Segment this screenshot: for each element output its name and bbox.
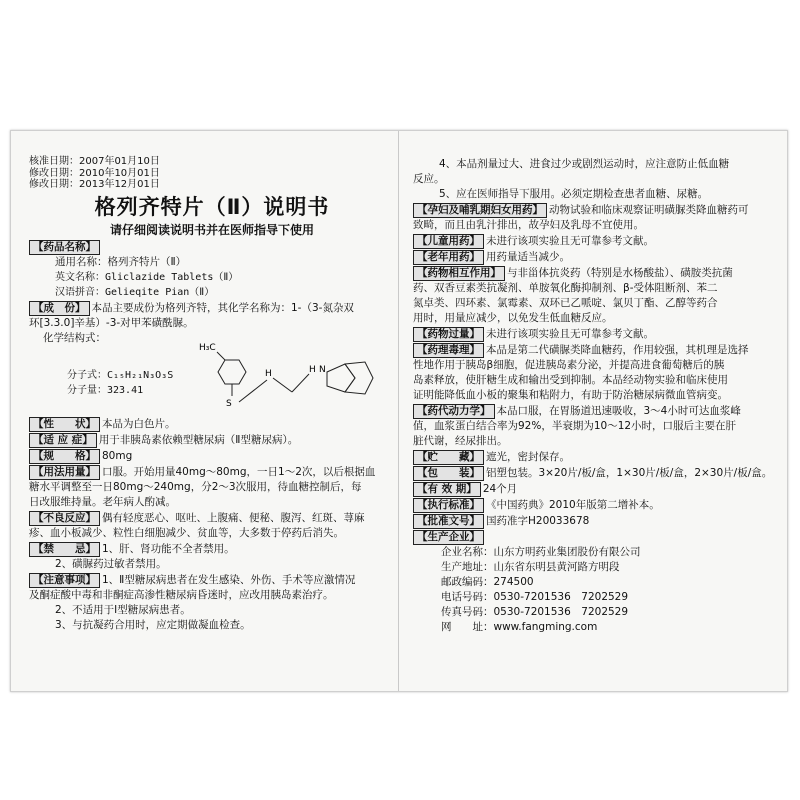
- pharmacology-line-1: 本品是第二代磺脲类降血糖药，作用较强，其机理是选择: [486, 344, 749, 356]
- section-approval: [413, 514, 773, 529]
- section-pharmacokinetics: [413, 404, 773, 449]
- bond-line: [239, 380, 267, 402]
- dosage-line-1: 口服。开始用量40mg～80mg，一日1～2次，以后根据血: [102, 465, 376, 478]
- package-text: 铝塑包装。3×20片/板/盒，1×30片/板/盒，2×30片/板/盒。: [486, 467, 773, 479]
- formula-block: [67, 368, 173, 398]
- section-interaction: [413, 266, 773, 326]
- interaction-line-2: 药、双香豆素类抗凝剂、单胺氧化酶抑制剂、β-受体阻断剂、苯二: [413, 282, 718, 294]
- section-heading: 【药品名称】: [29, 240, 100, 255]
- interaction-line-3: 氮卓类、四环素、氯霉素、双环已乙哌啶、氯贝丁酯、乙醇等药合: [413, 297, 718, 309]
- document-subtitle: 请仔细阅读说明书并在医师指导下使用: [109, 222, 314, 237]
- overdose-text: 未进行该项实验且无可靠参考文献。: [486, 328, 654, 340]
- right-column: [413, 156, 773, 635]
- storage-text: 遮光，密封保存。: [486, 451, 570, 463]
- section-heading: 【药理毒理】: [413, 343, 484, 358]
- section-pharmacology: [413, 343, 773, 403]
- generic-name: 通用名称：格列齐特片（Ⅱ）: [55, 255, 187, 268]
- section-heading: 【包 装】: [413, 466, 484, 481]
- pediatric-text: 未进行该项实验且无可靠参考文献。: [486, 235, 654, 247]
- company-fax: 传真号码：0530-7201536 7202529: [441, 606, 629, 618]
- section-heading: 【儿童用药】: [413, 234, 484, 249]
- section-heading: 【贮 藏】: [413, 450, 484, 465]
- bond-line: [273, 378, 292, 392]
- adverse-line-2: 疹、血小板减少、粒性白细胞减少、贫血等，大多数于停药后消失。: [29, 526, 344, 539]
- section-overdose: [413, 327, 773, 342]
- company-postcode: 邮政编码：274500: [441, 576, 534, 588]
- chemical-structure-diagram: [197, 340, 387, 420]
- precaution-line-4b: 4、本品剂量过大、进食过少或剧烈运动时，应注意防止低血糖: [439, 158, 730, 170]
- dates-block: [29, 156, 395, 191]
- contra-line-2: 2、磺脲药过敏者禁用。: [55, 557, 167, 570]
- section-precautions: [29, 573, 395, 633]
- elderly-text: 用药量适当减少。: [486, 251, 570, 263]
- pharmacology-line-4: 证明能降低血小板的聚集和粘附力，有助于防治糖尿病微血管病变。: [413, 389, 728, 401]
- section-heading: 【执行标准】: [413, 498, 484, 513]
- section-pregnancy: [413, 203, 773, 233]
- ingredients-line-1: 本品主要成份为格列齐特，其化学名称为：1-（3-氮杂双: [91, 301, 354, 314]
- pk-line-3: 脏代谢，经尿排出。: [413, 435, 508, 447]
- character-text: 本品为白色片。: [102, 417, 176, 430]
- section-storage: [413, 450, 773, 465]
- sulfonyl-label: S: [226, 398, 232, 409]
- section-adverse: [29, 511, 395, 541]
- section-heading: 【不良反应】: [29, 511, 100, 526]
- company-address: 生产地址：山东省东明县黄河路方明段: [441, 561, 620, 573]
- adverse-line-1: 偶有轻度恶心、呕吐、上腹痛、便秘、腹泻、红斑、荨麻: [102, 511, 365, 524]
- section-elderly: [413, 250, 773, 265]
- contra-line-1: 1、肝、肾功能不全者禁用。: [102, 542, 235, 555]
- section-heading: 【适 应 症】: [29, 433, 97, 448]
- dosage-line-2: 糖水平调整至一日80mg～240mg，分2～3次服用，待血糖控制后，每: [29, 480, 362, 493]
- precaution-line-4c: 反应。: [413, 173, 445, 185]
- section-pediatric: [413, 234, 773, 249]
- interaction-line-4: 用时，用量应减少，以免发生低血糖反应。: [413, 312, 613, 324]
- pregnancy-line-2: 致畸，而且由乳汁排出，故孕妇及乳母不宜使用。: [413, 219, 644, 231]
- section-package: [413, 466, 773, 481]
- section-contraindications: [29, 542, 395, 572]
- n-label: N: [319, 364, 326, 375]
- left-column: [29, 156, 395, 633]
- indication-text: 用于非胰岛素依赖型糖尿病（Ⅱ型糖尿病）。: [98, 433, 299, 446]
- methyl-label: H₃C: [199, 342, 216, 353]
- section-heading: 【注意事项】: [29, 573, 100, 588]
- section-spec: [29, 449, 395, 464]
- validity-text: 24个月: [482, 483, 518, 495]
- english-name: 英文名称：Gliclazide Tablets（Ⅱ）: [55, 271, 239, 283]
- precaution-line-1: 1、Ⅱ型糖尿病患者在发生感染、外伤、手术等应激情况: [102, 573, 356, 586]
- section-standard: [413, 498, 773, 513]
- benzene-ring: [218, 360, 246, 384]
- pregnancy-line-1: 动物试验和临床观察证明磺脲类降血糖药可: [549, 204, 749, 216]
- fold-line: [398, 131, 399, 691]
- section-heading: 【禁 忌】: [29, 542, 100, 557]
- section-manufacturer: [413, 530, 773, 635]
- bond-line: [292, 374, 309, 392]
- molecular-formula: 分子式：C₁₅H₂₁N₃O₃S: [67, 369, 174, 381]
- section-indication: [29, 433, 395, 448]
- pharmacology-line-2: 性地作用于胰岛β细胞，促进胰岛素分泌，并提高进食葡萄糖后的胰: [413, 359, 725, 371]
- section-heading: 【老年用药】: [413, 250, 484, 265]
- section-heading: 【性 状】: [29, 417, 100, 432]
- revision-date-1: 修改日期：2010年10月01日: [29, 167, 160, 179]
- section-heading: 【药代动力学】: [413, 404, 495, 419]
- section-heading: 【成 份】: [29, 301, 90, 316]
- nh-label-1: H: [265, 368, 272, 379]
- company-phone: 电话号码：0530-7201536 7202529: [441, 591, 629, 603]
- section-heading: 【批准文号】: [413, 514, 484, 529]
- company-website: 网 址：www.fangming.com: [441, 621, 598, 633]
- molecular-weight: 分子量：323.41: [67, 384, 144, 396]
- section-heading: 【用法用量】: [29, 465, 100, 480]
- company-name: 企业名称：山东方明药业集团股份有限公司: [441, 546, 641, 558]
- section-heading: 【药物相互作用】: [413, 266, 505, 281]
- revision-date-2: 修改日期：2013年12月01日: [29, 179, 160, 190]
- structure-label: 化学结构式：: [43, 331, 106, 344]
- precaution-line-3: 2、不适用于Ⅰ型糖尿病患者。: [55, 603, 191, 616]
- pharmacology-line-3: 岛素释放，使肝糖生成和输出受到抑制。本品经动物实验和临床使用: [413, 374, 728, 386]
- nh-label-2: H: [309, 364, 316, 375]
- spec-text: 80mg: [102, 449, 133, 462]
- pk-line-2: 值，血浆蛋白结合率为92%，半衰期为10～12小时，口服后主要在肝: [413, 420, 737, 432]
- pk-line-1: 本品口服，在胃肠道迅速吸收，3～4小时可达血浆峰: [496, 405, 741, 417]
- approval-text: 国药准字H20033678: [486, 515, 590, 527]
- bicyclic-ring-a: [327, 364, 355, 392]
- section-dosage: [29, 465, 395, 510]
- section-heading: 【孕妇及哺乳期妇女用药】: [413, 203, 547, 218]
- interaction-line-1: 与非甾体抗炎药（特别是水杨酸盐）、磺胺类抗菌: [507, 267, 733, 279]
- ingredients-line-2: 环[3.3.0]辛基）-3-对甲苯磺酰脲。: [29, 316, 194, 329]
- chemical-structure-area: [29, 342, 395, 416]
- section-heading: 【药物过量】: [413, 327, 484, 342]
- dosage-line-3: 日改服维持量。老年病人酌减。: [29, 495, 176, 508]
- bicyclic-ring-b: [345, 362, 373, 394]
- bond-line: [217, 352, 225, 360]
- precaution-line-2: 及酮症酸中毒和非酮症高渗性糖尿病昏迷时，应改用胰岛素治疗。: [29, 588, 334, 601]
- section-heading: 【生产企业】: [413, 530, 484, 545]
- standard-text: 《中国药典》2010年版第二增补本。: [486, 499, 660, 511]
- leaflet-sheet: [10, 130, 788, 692]
- section-heading: 【有 效 期】: [413, 482, 481, 497]
- section-heading: 【规 格】: [29, 449, 100, 464]
- approval-date: 核准日期：2007年01月10日: [29, 156, 160, 167]
- section-drug-name: [29, 240, 395, 300]
- section-precautions-continued: [413, 157, 773, 202]
- pinyin-name: 汉语拼音：Gelieqite Pian（Ⅱ）: [55, 286, 215, 298]
- document-title: 格列齐特片（Ⅱ）说明书: [94, 194, 330, 219]
- precaution-line-4: 3、与抗凝药合用时，应定期做凝血检查。: [55, 618, 251, 631]
- precaution-line-5: 5、应在医师指导下服用。必须定期检查患者血糖、尿糖。: [439, 188, 709, 200]
- section-validity: [413, 482, 773, 497]
